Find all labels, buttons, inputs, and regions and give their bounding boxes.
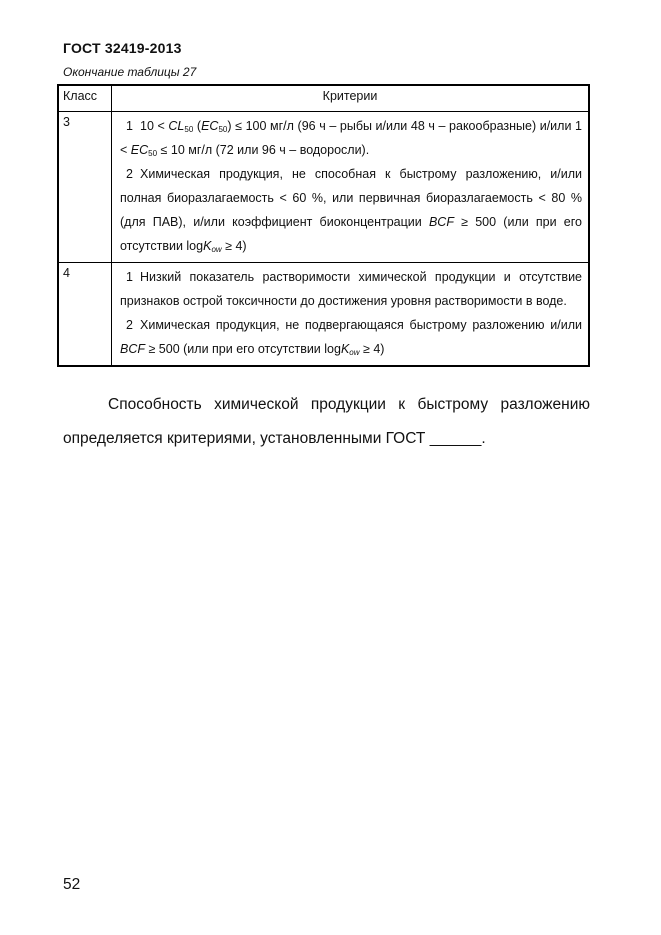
criteria-cell — [112, 112, 590, 263]
criterion-item: 2 Химическая продукция, не подвергающаяся быстрому разложению и/или BCF ≥ 500 (или при его отсутствии logK$_{ow}$ ≥ 4) — [120, 318, 582, 357]
criteria-cell — [112, 263, 590, 367]
criteria-table — [57, 84, 590, 367]
criterion-item: 1 Низкий показатель растворимости химической продукции и отсутствие признаков острой токсичности до достижения уровня растворимости в воде. — [120, 270, 582, 308]
column-header-criteria: Критерии — [112, 85, 590, 112]
body-text: Способность химической продукции к быстрому разложению определяется критериями, установленными ГОСТ ______. — [63, 396, 590, 447]
criterion-item: 1 $10 < CL_{50}$ $(EC_{50}) \le 100$ мг/л (96 ч – рыбы и/или 48 ч – ракообразные) и/или $1 < EC_{50} \le 10$ мг/л (72 или 96 ч – водоросли). — [120, 119, 582, 158]
table-header-row — [58, 85, 589, 112]
table-row — [58, 263, 589, 367]
table-caption: Окончание таблицы 27 — [63, 65, 197, 79]
column-header-class: Класс — [58, 85, 112, 112]
criterion-item: 2 Химическая продукция, не способная к быстрому разложению, и/или полная биоразлагаемость < 60 %, или первичная биоразлагаемость < 80 % (для ПАВ), и/или коэффициент биоконцентрации BCF ≥ 500 (или при его отсутствии logK$_{ow}$ ≥ 4) — [120, 167, 582, 254]
document-title: ГОСТ 32419-2013 — [63, 40, 182, 56]
class-cell: 4 — [58, 263, 112, 367]
table-row — [58, 112, 589, 263]
page-number: 52 — [63, 876, 81, 893]
class-cell: 3 — [58, 112, 112, 263]
body-paragraph — [63, 388, 590, 456]
